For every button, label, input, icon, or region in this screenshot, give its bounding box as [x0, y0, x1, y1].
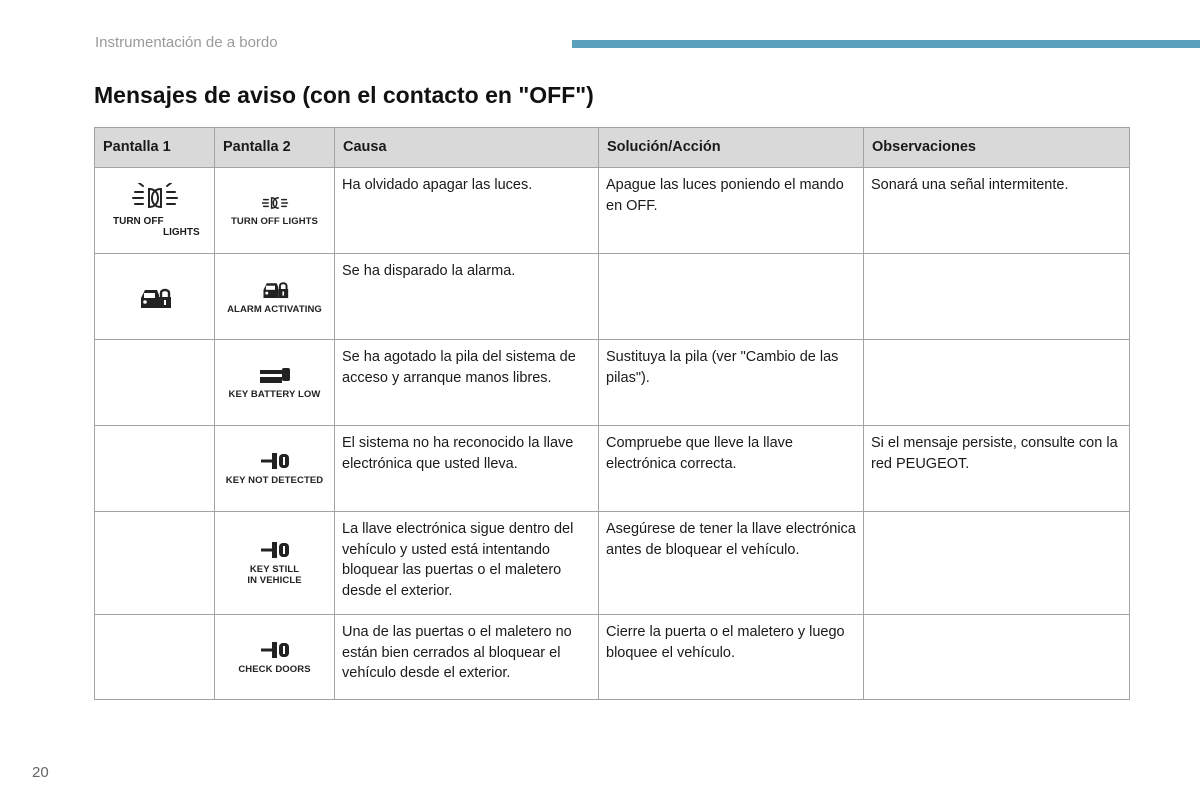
- display-label: KEY STILL IN VEHICLE: [247, 564, 302, 586]
- cause-cell: Ha olvidado apagar las luces.: [335, 168, 599, 254]
- section-title: Instrumentación de a bordo: [95, 34, 278, 51]
- warning-messages-table: [94, 127, 1130, 700]
- table-header-row: [95, 128, 1130, 168]
- page-title: Mensajes de aviso (con el contacto en "OFF"): [94, 82, 594, 108]
- observations-cell: [864, 512, 1130, 615]
- pantalla2-cell: [215, 254, 335, 340]
- table-row: [95, 254, 1130, 340]
- solution-cell: [599, 254, 864, 340]
- headlights-icon: [258, 194, 292, 212]
- pantalla2-cell: [215, 615, 335, 700]
- key-fob-icon: [258, 640, 292, 660]
- observations-cell: Si el mensaje persiste, consulte con la red PEUGEOT.: [864, 426, 1130, 512]
- column-header: Observaciones: [864, 128, 1130, 168]
- pantalla1-cell: [95, 340, 215, 426]
- display-label: CHECK DOORS: [238, 663, 311, 675]
- observations-cell: [864, 340, 1130, 426]
- cause-cell: Una de las puertas o el maletero no están bien cerrados al bloquear el vehículo desde el exterior.: [335, 615, 599, 700]
- solution-cell: Sustituya la pila (ver "Cambio de las pilas").: [599, 340, 864, 426]
- cause-cell: Se ha disparado la alarma.: [335, 254, 599, 340]
- table-row: [95, 615, 1130, 700]
- cause-cell: La llave electrónica sigue dentro del vehículo y usted está intentando bloquear las puertas o el maletero desde el exterior.: [335, 512, 599, 615]
- display-label: KEY NOT DETECTED: [225, 475, 324, 486]
- observations-cell: [864, 254, 1130, 340]
- cause-cell: Se ha agotado la pila del sistema de acceso y arranque manos libres.: [335, 340, 599, 426]
- pantalla1-cell: [95, 168, 215, 254]
- page-number: 20: [32, 764, 49, 781]
- display-label: TURN OFF: [113, 216, 164, 227]
- solution-cell: Compruebe que lleve la llave electrónica correcta.: [599, 426, 864, 512]
- header-accent-bar: [572, 40, 1200, 48]
- table-row: [95, 168, 1130, 254]
- column-header: Pantalla 2: [215, 128, 335, 168]
- key-fob-icon: [258, 540, 292, 560]
- table-row: [95, 340, 1130, 426]
- observations-cell: [864, 615, 1130, 700]
- pantalla1-cell: [95, 512, 215, 615]
- pantalla1-cell: [95, 615, 215, 700]
- solution-cell: Asegúrese de tener la llave electrónica antes de bloquear el vehículo.: [599, 512, 864, 615]
- pantalla2-cell: [215, 168, 335, 254]
- solution-cell: Cierre la puerta o el maletero y luego bloquee el vehículo.: [599, 615, 864, 700]
- pantalla2-cell: [215, 512, 335, 615]
- display-label: LIGHTS: [163, 227, 200, 238]
- cause-cell: El sistema no ha reconocido la llave electrónica que usted lleva.: [335, 426, 599, 512]
- column-header: Pantalla 1: [95, 128, 215, 168]
- table-row: [95, 512, 1130, 615]
- pantalla2-cell: [215, 426, 335, 512]
- key-battery-icon: [258, 365, 292, 385]
- headlights-icon: [125, 183, 185, 213]
- car-padlock-icon: [261, 278, 289, 300]
- key-fob-icon: [258, 451, 292, 471]
- display-label: KEY BATTERY LOW: [228, 389, 321, 400]
- column-header: Solución/Acción: [599, 128, 864, 168]
- display-label: ALARM ACTIVATING: [227, 304, 322, 315]
- pantalla1-cell: [95, 254, 215, 340]
- table-row: [95, 426, 1130, 512]
- observations-cell: Sonará una señal intermitente.: [864, 168, 1130, 254]
- car-padlock-icon: [138, 284, 172, 310]
- pantalla2-cell: [215, 340, 335, 426]
- solution-cell: Apague las luces poniendo el mando en OFF.: [599, 168, 864, 254]
- column-header: Causa: [335, 128, 599, 168]
- display-label: TURN OFF LIGHTS: [231, 216, 318, 227]
- pantalla1-cell: [95, 426, 215, 512]
